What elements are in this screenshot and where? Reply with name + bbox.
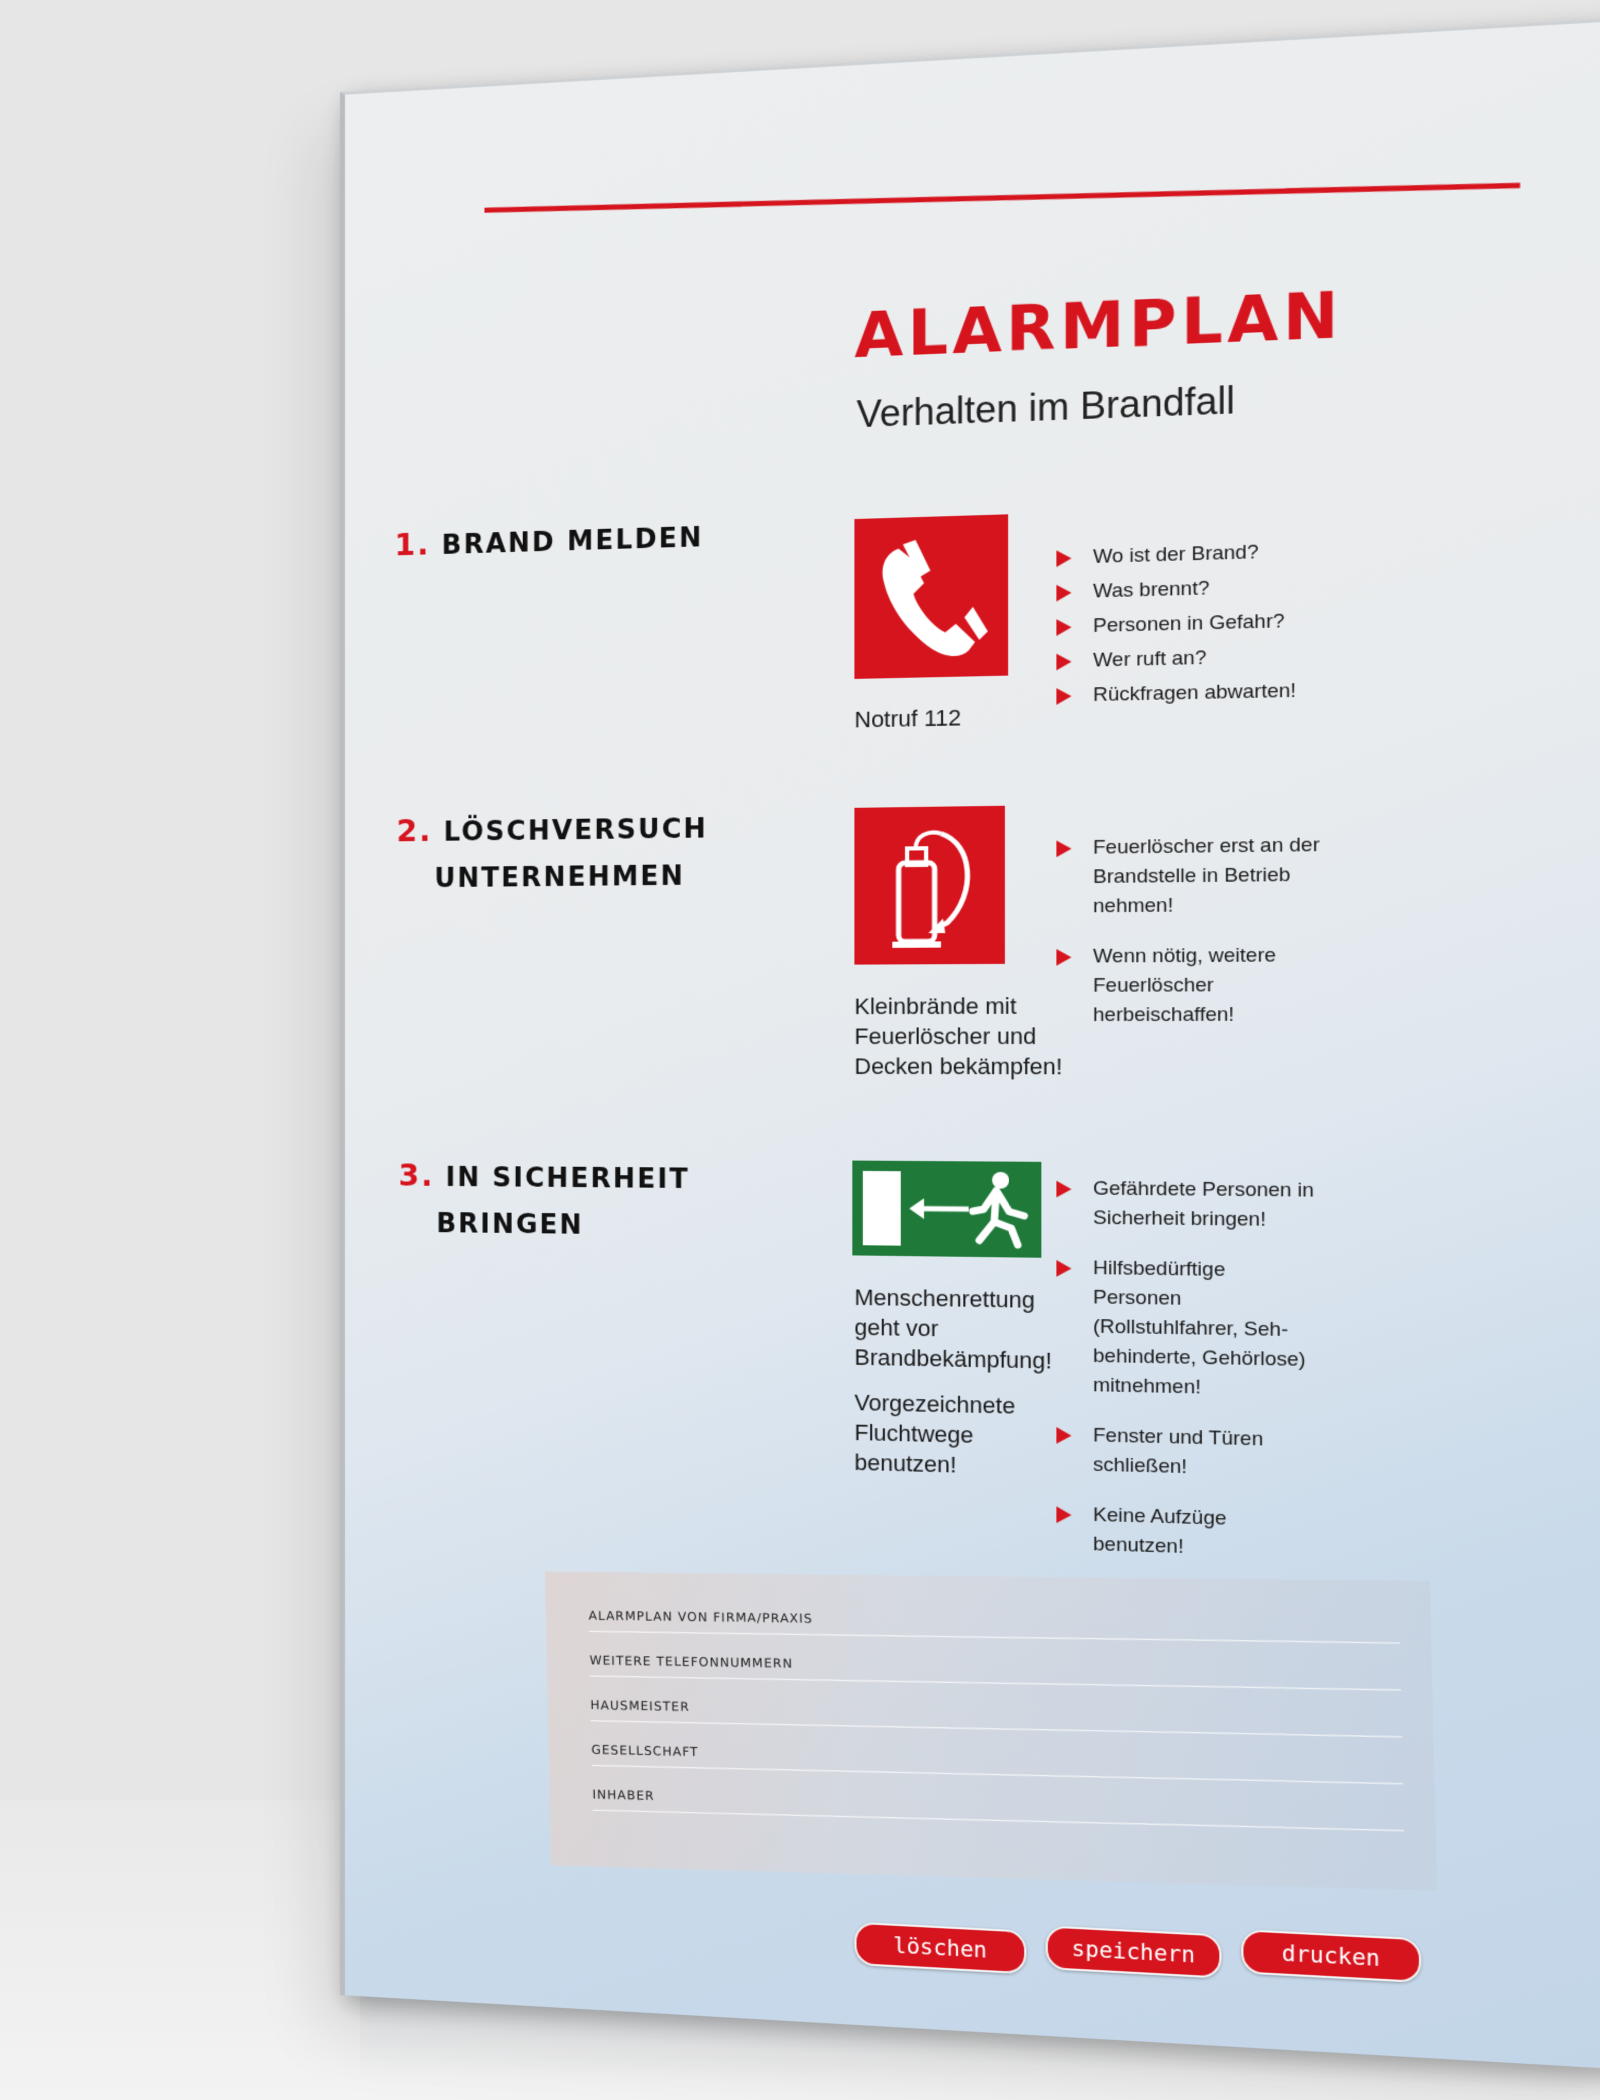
step-2-heading	[396, 805, 707, 903]
header-rule	[484, 183, 1520, 213]
step-1-title: BRAND MELDEN	[441, 522, 704, 562]
bullet-arrow-icon	[1056, 584, 1071, 601]
fire-telephone-icon	[854, 514, 1008, 679]
bullet-arrow-icon	[1056, 1427, 1071, 1444]
form-field-phone-numbers[interactable]: WEITERE TELEFONNUMMERN	[589, 1631, 1401, 1691]
step-3-number: 3.	[398, 1158, 435, 1194]
list-item: Gefährdete Personen in Sicherheit bringen!	[1056, 1174, 1318, 1235]
form-field-company-type[interactable]: GESELLSCHAFT	[591, 1720, 1403, 1784]
page-subtitle: Verhalten im Brandfall	[856, 378, 1235, 436]
bullet-arrow-icon	[1056, 619, 1071, 636]
list-item: Was brennt?	[1056, 570, 1363, 608]
step-3-title: IN SICHERHEIT	[445, 1162, 690, 1196]
list-item: Hilfsbedürftige Personen (Rollstuhlfahrer, Seh-behinderte, Gehörlose) mitnehmen!	[1056, 1254, 1318, 1406]
step-1-bullet-list	[1056, 535, 1363, 716]
form-field-company[interactable]: ALARMPLAN VON FIRMA/PRAXIS	[588, 1586, 1400, 1643]
document-page	[340, 16, 1600, 2070]
step-1-caption: Notruf 112	[854, 704, 962, 733]
step-1-heading	[395, 514, 704, 571]
telephone-icon	[854, 514, 1008, 679]
delete-button[interactable]: löschen	[854, 1922, 1026, 1975]
list-item: Wenn nötig, weitere Feuerlöscher herbeischaffen!	[1056, 941, 1329, 1030]
bullet-arrow-icon	[1056, 688, 1071, 705]
page-title: ALARMPLAN	[854, 278, 1343, 373]
bullet-arrow-icon	[1056, 840, 1071, 857]
print-button[interactable]: drucken	[1241, 1929, 1421, 1983]
step-2-title: LÖSCHVERSUCH	[443, 813, 708, 848]
step-3-title-line2: BRINGEN	[436, 1208, 584, 1241]
list-item: Wo ist der Brand?	[1056, 535, 1363, 573]
alarmplan-form	[545, 1572, 1437, 1891]
bullet-arrow-icon	[1056, 1181, 1071, 1198]
extinguisher-icon	[854, 806, 1005, 965]
bullet-arrow-icon	[1056, 550, 1071, 567]
list-item: Feuerlöscher erst an der Brandstelle in Betrieb nehmen!	[1056, 831, 1329, 922]
step-2-number: 2.	[396, 813, 433, 850]
step-3-bullet-list	[1056, 1174, 1318, 1587]
form-field-owner[interactable]: INHABER	[592, 1765, 1404, 1831]
list-item: Fenster und Türen schließen!	[1056, 1421, 1318, 1486]
fire-extinguisher-icon	[854, 806, 1005, 965]
bullet-arrow-icon	[1056, 949, 1071, 966]
step-3-caption-1: Menschenrettung geht vor Brandbekämpfung!	[854, 1284, 1052, 1374]
save-button[interactable]: speichern	[1046, 1925, 1222, 1978]
list-item: Keine Aufzüge benutzen!	[1056, 1500, 1318, 1566]
emergency-exit-icon	[852, 1161, 1041, 1258]
step-3-heading	[398, 1153, 689, 1250]
bullet-arrow-icon	[1056, 1260, 1071, 1277]
list-item: Wer ruft an?	[1056, 640, 1363, 676]
step-3-caption-2: Vorgezeichnete Fluchtwege benutzen!	[854, 1389, 1016, 1478]
bullet-arrow-icon	[1056, 653, 1071, 670]
list-item: Personen in Gefahr?	[1056, 605, 1363, 642]
step-2-bullet-list	[1056, 831, 1329, 1052]
step-2-caption: Kleinbrände mit Feuerlöscher und Decken bekämpfen!	[854, 993, 1063, 1080]
running-man-exit-icon	[852, 1161, 1041, 1258]
step-1-number: 1.	[394, 527, 431, 564]
form-field-caretaker[interactable]: HAUSMEISTER	[590, 1676, 1402, 1738]
list-item: Rückfragen abwarten!	[1056, 675, 1363, 711]
step-2-title-line2: UNTERNEHMEN	[434, 861, 685, 895]
bullet-arrow-icon	[1056, 1506, 1071, 1523]
